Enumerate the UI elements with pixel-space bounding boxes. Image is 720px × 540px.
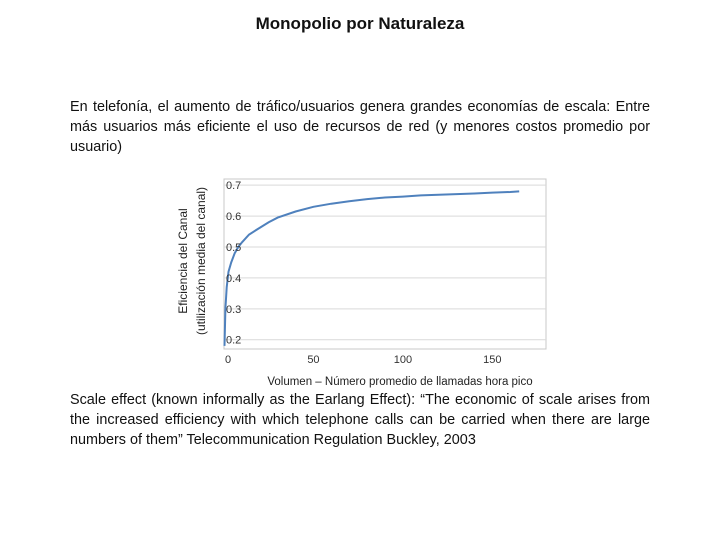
y-axis-label-line2: (utilización media del canal)	[194, 186, 208, 336]
y-tick-label: 0.3	[226, 303, 242, 316]
efficiency-chart-svg	[168, 175, 548, 390]
x-axis-label: Volumen – Número promedio de llamadas hora pico	[267, 376, 533, 388]
y-tick-label: 0.2	[226, 334, 242, 347]
y-tick-label: 0.5	[226, 242, 242, 254]
y-tick-label: 0.4	[226, 272, 242, 285]
x-tick-label: 150	[483, 354, 502, 366]
y-tick-label: 0.6	[226, 211, 242, 224]
plot-area	[224, 179, 546, 349]
y-axis-label-line1: Eficiencia del Canal	[176, 208, 190, 314]
intro-paragraph: En telefonía, el aumento de tráfico/usuarios genera grandes economías de escala: Entre más usuarios más eficiente el uso de recursos de red (y menores costos promedio por usuario)	[70, 99, 650, 155]
x-tick-label: 50	[307, 354, 320, 366]
y-tick-label: 0.7	[226, 180, 242, 193]
x-tick-label: 100	[393, 354, 413, 366]
slide-title: Monopolio por Naturaleza	[255, 14, 465, 33]
quote-paragraph: Scale effect (known informally as the Earlang Effect): “The economic of scale arises from the increased efficiency with which telephone calls can be carried when there are large numbers of them” Telecommunication Regulation Buckley, 2003	[70, 392, 650, 448]
efficiency-chart	[168, 175, 548, 390]
x-tick-label: 0	[224, 354, 232, 366]
